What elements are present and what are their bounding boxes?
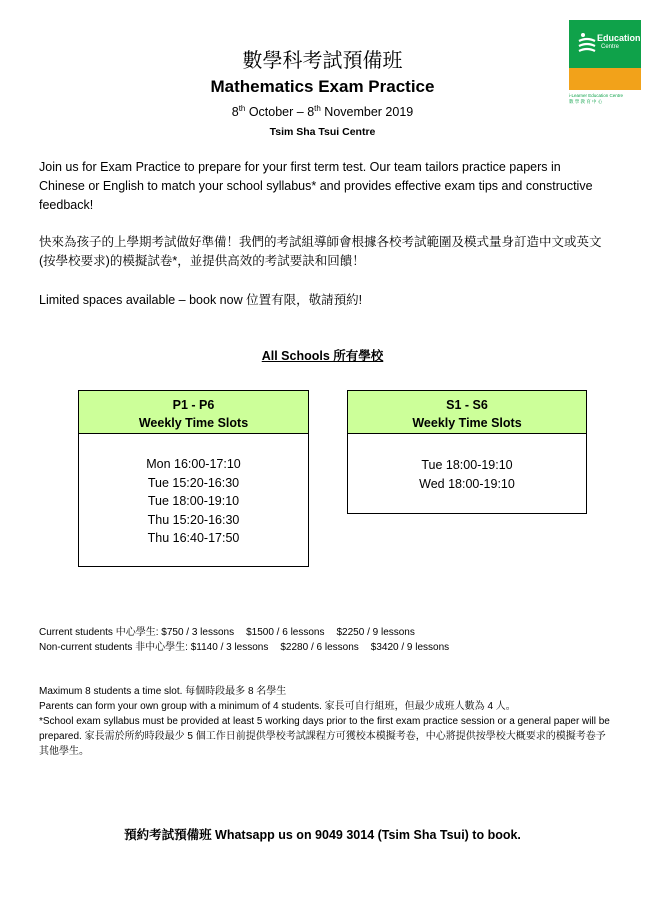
fee-label: Non-current students 非中心學生: bbox=[39, 642, 191, 653]
time-slot: Thu 16:40-17:50 bbox=[147, 531, 240, 545]
time-slot: Wed 18:00-19:10 bbox=[419, 476, 515, 491]
date-start-month: October – bbox=[245, 105, 308, 120]
booking-footer: 預約考試預備班 Whatsapp us on 9049 3014 (Tsim Sha Tsui) to book. bbox=[124, 828, 521, 842]
fee-label: Current students 中心學生: bbox=[39, 627, 162, 638]
logo-text-education: Education bbox=[597, 33, 641, 43]
primary-timetable bbox=[78, 390, 309, 567]
fee-price: $2280 / 6 lessons bbox=[280, 642, 359, 653]
fee-price: $750 / 3 lessons bbox=[161, 627, 235, 638]
max-students-note: Maximum 8 students a time slot. 每個時段最多 8 名學生 bbox=[39, 686, 287, 697]
date-end-month: November 2019 bbox=[320, 105, 414, 120]
date-start-day: 8 bbox=[231, 105, 239, 120]
time-slot: Tue 18:00-19:10 bbox=[421, 458, 513, 472]
fees-current-students bbox=[39, 625, 614, 640]
time-slot: Tue 18:00-19:10 bbox=[147, 494, 240, 508]
fee-price: $3420 / 9 lessons bbox=[370, 642, 450, 653]
fee-price: $2250 / 9 lessons bbox=[336, 627, 415, 638]
intro-english: Join us for Exam Practice to prepare for your first term test. Our team tailors practice papers in Chinese or English to match your school syllabus* and provides effective exam tips and constructive feedback! bbox=[39, 160, 593, 212]
fee-price: $1500 / 6 lessons bbox=[246, 627, 325, 638]
logo-subtitle-zh: 數 學 教 育 中 心 bbox=[569, 99, 603, 104]
primary-slots-label: Weekly Time Slots bbox=[138, 416, 249, 430]
date-range bbox=[0, 104, 645, 119]
logo-subtitle-en: i-Learner Education Centre bbox=[569, 93, 624, 98]
title-chinese: 數學科考試預備班 bbox=[242, 50, 403, 72]
primary-slot-list bbox=[79, 434, 308, 548]
primary-timetable-header bbox=[79, 391, 308, 434]
date-end-suffix: th bbox=[314, 104, 321, 113]
secondary-timetable-header bbox=[348, 391, 586, 434]
time-slot: Mon 16:00-17:10 bbox=[146, 457, 241, 471]
fees-noncurrent-students bbox=[39, 640, 614, 655]
secondary-level: S1 - S6 bbox=[446, 398, 488, 412]
time-slot: Tue 15:20-16:30 bbox=[147, 475, 240, 490]
intro-chinese: 快來為孩子的上學期考試做好準備！我們的考試組導師會根據各校考試範圍及模式量身訂造中文或英文(按學校要求)的模擬試卷*，並提供高效的考試要訣和回饋！ bbox=[39, 235, 602, 268]
limited-spaces-note: Limited spaces available – book now 位置有限，敬請預約! bbox=[39, 293, 363, 307]
syllabus-note: *School exam syllabus must be provided at least 5 working days prior to the first exam practice session or a general paper will be prepared. 家長需於所約時段最少 5 個工作日前提供學校考試課程方可獲校本模擬考卷，中心將提供按學校大概要求的模擬考卷予其他學生。 bbox=[39, 716, 610, 757]
secondary-timetable bbox=[347, 390, 587, 514]
secondary-slot-list bbox=[348, 434, 586, 493]
date-start-suffix: th bbox=[238, 104, 246, 113]
fee-price: $1140 / 3 lessons bbox=[190, 642, 269, 653]
schools-heading: All Schools 所有學校 bbox=[261, 349, 384, 363]
title-english: Mathematics Exam Practice bbox=[210, 77, 435, 96]
primary-level: P1 - P6 bbox=[172, 398, 215, 412]
secondary-slots-label: Weekly Time Slots bbox=[412, 416, 522, 430]
date-end-day: 8 bbox=[307, 105, 315, 120]
logo-text-centre: Centre bbox=[601, 44, 620, 50]
time-slot: Thu 15:20-16:30 bbox=[147, 512, 240, 527]
centre-name: Tsim Sha Tsui Centre bbox=[269, 126, 376, 138]
group-note: Parents can form your own group with a minimum of 4 students. 家長可自行組班，但最少成班人數為 4 人。 bbox=[39, 701, 516, 712]
